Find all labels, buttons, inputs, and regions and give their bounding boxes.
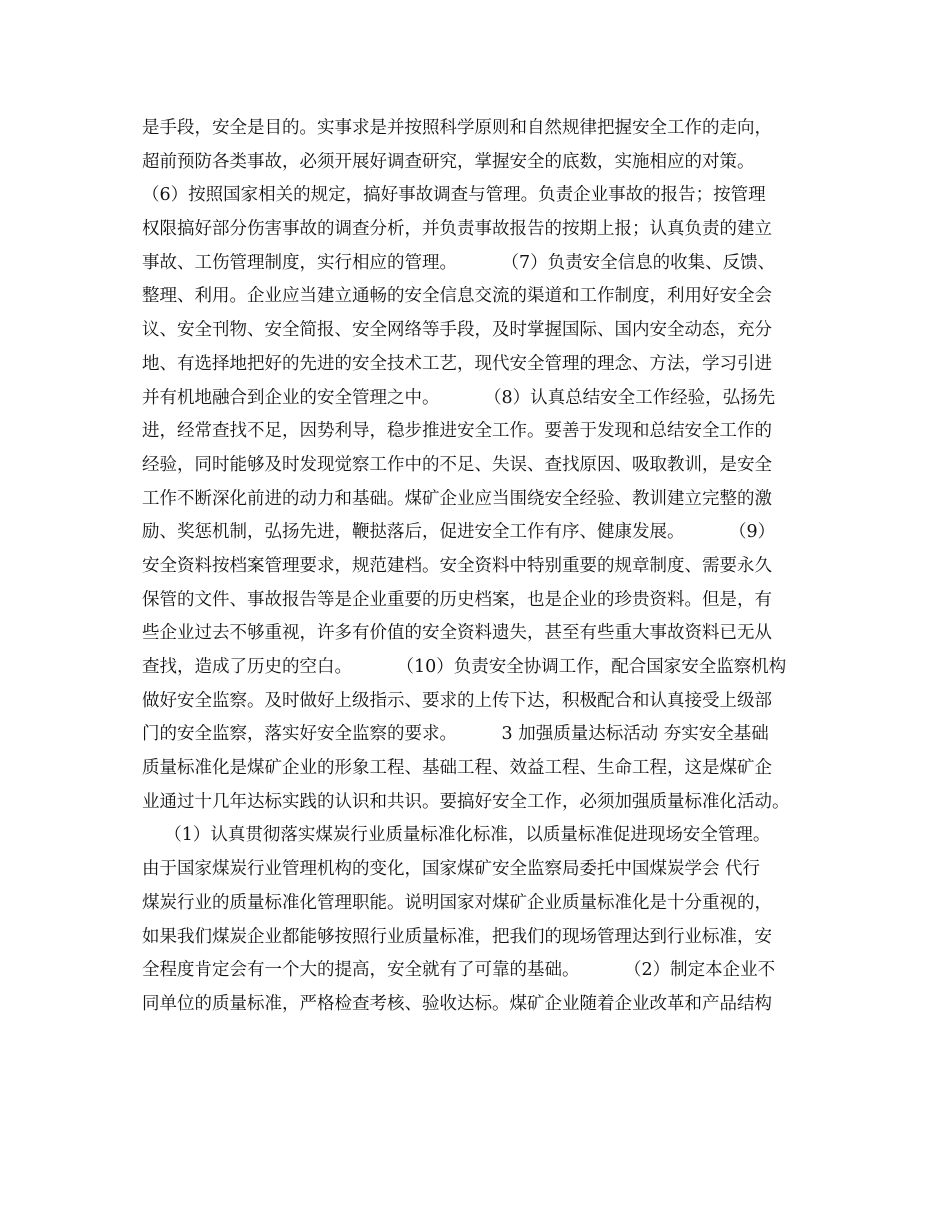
text-line: （1）认真贯彻落实煤炭行业质量标准化标准，以质量标准促进现场安全管理。 [142, 825, 771, 846]
text-line: 做好安全监察。及时做好上级指示、要求的上传下达，积极配合和认真接受上级部 [142, 690, 772, 711]
text-line: 超前预防各类事故，必须开展好调查研究，掌握安全的底数，实施相应的对策。 [142, 151, 755, 172]
text-line: （6）按照国家相关的规定，搞好事故调查与管理。负责企业事故的报告；按管理 [142, 185, 766, 206]
text-line: 事故、工伤管理制度，实行相应的管理。 （7）负责安全信息的收集、反馈、 [142, 252, 776, 273]
text-line: 地、有选择地把好的先进的安全技术工艺，现代安全管理的理念、方法，学习引进 [142, 353, 772, 374]
body-text [142, 112, 832, 1022]
text-line: 由于国家煤炭行业管理机构的变化，国家煤矿安全监察局委托中国煤炭学会 代行 [142, 859, 761, 880]
text-line: 是手段，安全是目的。实事求是并按照科学原则和自然规律把握安全工作的走向， [142, 118, 772, 138]
text-line: 励、奖惩机制，弘扬先进，鞭挞落后，促进安全工作有序、健康发展。 （9） [142, 522, 776, 543]
text-line: 议、安全刊物、安全简报、安全网络等手段，及时掌握国际、国内安全动态，充分 [142, 320, 772, 341]
text-line: 安全资料按档案管理要求，规范建档。安全资料中特别重要的规章制度、需要永久 [142, 555, 772, 576]
text-line: 质量标准化是煤矿企业的形象工程、基础工程、效益工程、生命工程，这是煤矿企 [142, 758, 772, 779]
text-line: 权限搞好部分伤害事故的调查分析，并负责事故报告的按期上报；认真负责的建立 [142, 219, 772, 240]
text-line: 全程度肯定会有一个大的提高，安全就有了可靠的基础。 （2）制定本企业不 [142, 960, 776, 981]
text-line: 保管的文件、事故报告等是企业重要的历史档案，也是企业的珍贵资料。但是，有 [142, 589, 772, 610]
text-line: 并有机地融合到企业的安全管理之中。 （8）认真总结安全工作经验，弘扬先 [142, 387, 776, 408]
text-line: 业通过十几年达标实践的认识和共识。要搞好安全工作，必须加强质量标准化活动。 [142, 791, 790, 812]
text-line: 查找，造成了历史的空白。 （10）负责安全协调工作，配合国家安全监察机构 [142, 657, 787, 677]
text-line: 整理、利用。企业应当建立通畅的安全信息交流的渠道和工作制度，利用好安全会 [142, 286, 772, 307]
text-line: 些企业过去不够重视，许多有价值的安全资料遗失，甚至有些重大事故资料已无从 [142, 623, 772, 644]
text-line: 工作不断深化前进的动力和基础。煤矿企业应当围绕安全经验、教训建立完整的激 [142, 488, 772, 509]
text-line: 如果我们煤炭企业都能够按照行业质量标准，把我们的现场管理达到行业标准，安 [142, 926, 772, 947]
text-line: 门的安全监察，落实好安全监察的要求。 3 加强质量达标活动 夯实安全基础 [142, 724, 769, 745]
text-line: 进，经常查找不足，因势利导，稳步推进安全工作。要善于发现和总结安全工作的 [142, 421, 772, 442]
text-line: 煤炭行业的质量标准化管理职能。说明国家对煤矿企业质量标准化是十分重视的， [142, 892, 772, 913]
text-line: 经验，同时能够及时发现觉察工作中的不足、失误、查找原因、吸取教训，是安全 [142, 454, 772, 475]
text-line: 同单位的质量标准，严格检查考核、验收达标。煤矿企业随着企业改革和产品结构 [142, 993, 772, 1014]
